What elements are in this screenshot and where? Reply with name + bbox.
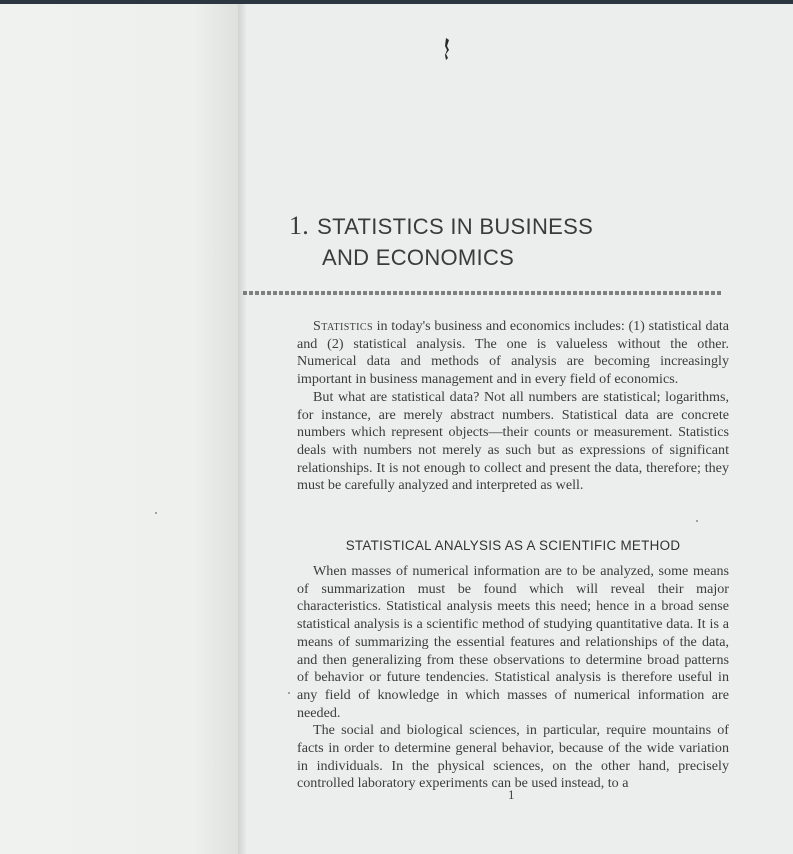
chapter-number: 1. (289, 211, 310, 240)
intro-paragraph-2: But what are statistical data? Not all numbers are statistical; logarithms, for instance, are merely abstract numbers. Statistical data are concrete numbers which represent objects—their counts or measurement. Statistics deals with numbers not merely as such but as expressions of significant relationships. It is not enough to collect and present the data, therefore; they must be carefully analyzed and interpreted as well. (297, 388, 729, 494)
page-number: 1 (508, 787, 515, 802)
paper-speck (155, 512, 157, 514)
left-blank-page (0, 4, 242, 854)
chapter-title-line2: AND ECONOMICS (322, 245, 515, 270)
section-paragraph-1: When masses of numerical information are to be analyzed, some means of summarization must be found which will reveal their major characteristics. Statistical analysis meets this need; hence in a broad sense statistical analysis is a scientific method of studying quantitative data. It is a means of summarizing the essential features and relationships of the data, and then generalizing from these observations to determine broad patterns of behavior or future tendencies. Statistical analysis is therefore useful in any field of knowledge in which masses of numerical information are needed. (297, 563, 729, 721)
section-text (297, 563, 729, 793)
section-heading: STATISTICAL ANALYSIS AS A SCIENTIFIC METHOD (345, 538, 681, 553)
paper-speck (696, 520, 698, 522)
chapter-title-line1: STATISTICS IN BUSINESS (317, 214, 594, 239)
section-paragraph-2: The social and biological sciences, in particular, require mountains of facts in order to determine general behavior, because of the wide variation in individuals. In the physical sciences, on the other hand, precisely controlled laboratory experiments can be used instead, to a (297, 722, 729, 792)
paper-speck (288, 692, 290, 694)
intro-paragraph-1-text: in today's business and economics includes: (1) statistical data and (2) statistical analysis. The one is valueless without the other. Numerical data and methods of analysis are becoming increasingly important in business management and in every field of economics. (297, 318, 729, 388)
dotted-rule-divider (243, 291, 723, 295)
intro-paragraph-1 (297, 318, 729, 389)
book-gutter (238, 4, 246, 854)
chapter-title (289, 210, 593, 273)
intro-text (297, 318, 729, 495)
ink-mark-icon (444, 38, 450, 60)
lead-word: Statistics (313, 318, 373, 334)
